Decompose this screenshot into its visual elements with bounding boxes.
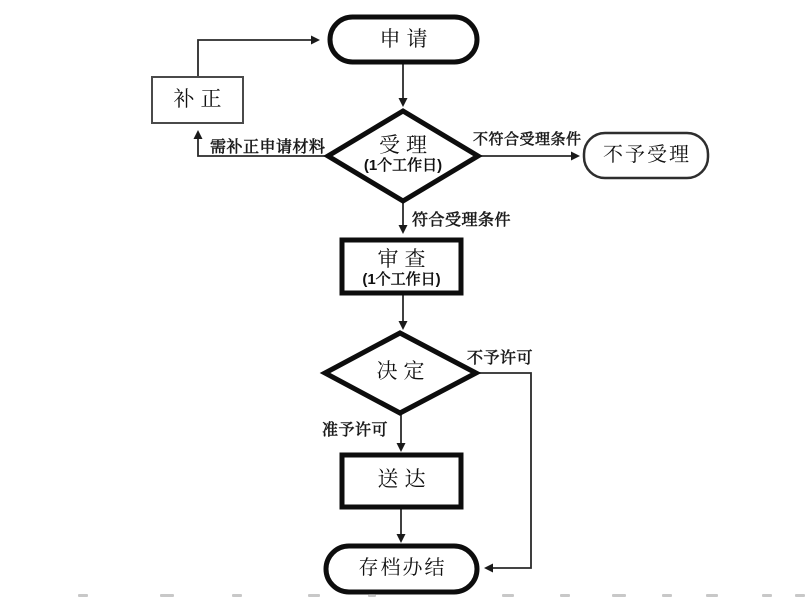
edge-label-deny: 不予许可 <box>467 350 534 367</box>
edge-decide-to-archive <box>476 373 531 568</box>
cutoff-text-artifact <box>0 592 811 598</box>
reject-node-label: 不予受理 <box>603 144 691 166</box>
edge-label-grant: 准予许可 <box>322 422 389 439</box>
review-node-label: 审查 (1个工作日) <box>362 248 441 289</box>
decide-node-label: 决定 <box>376 360 431 383</box>
edge-label-need-correction: 需补正申请材料 <box>210 139 326 156</box>
accept-node-label: 受理 (1个工作日) <box>363 134 443 175</box>
correction-node-label: 补正 <box>173 88 228 111</box>
edge-label-not-meet: 不符合受理条件 <box>473 131 582 148</box>
edge-label-meet: 符合受理条件 <box>412 212 512 229</box>
archive-node-label: 存档办结 <box>358 557 447 579</box>
edge-correction-to-apply <box>198 40 318 77</box>
deliver-node-label: 送达 <box>377 468 432 491</box>
apply-node-label: 申请 <box>379 28 434 51</box>
